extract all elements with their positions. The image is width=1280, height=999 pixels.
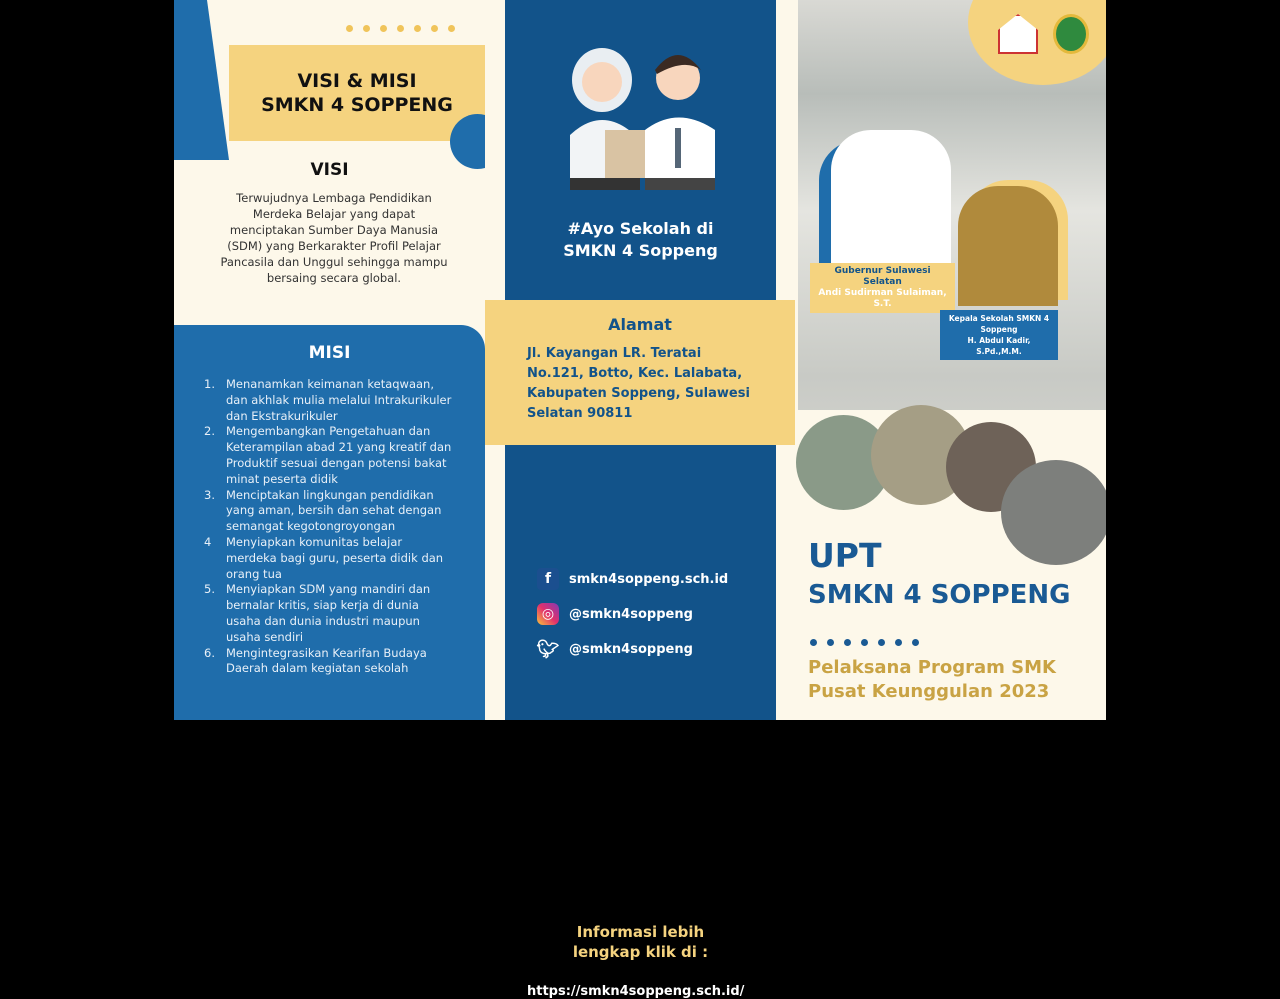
decor-dots	[810, 631, 929, 650]
website-link[interactable]: https://smkn4soppeng.sch.id/	[527, 984, 745, 999]
twitter-icon: 🐦︎	[536, 638, 560, 660]
province-logo	[1053, 14, 1089, 54]
activity-photo	[1001, 460, 1106, 565]
misi-heading: MISI	[308, 343, 351, 363]
info-section	[505, 445, 776, 999]
school-panel	[776, 0, 1106, 720]
principal-photo	[958, 186, 1058, 306]
misi-text: Menanamkan keimanan ketaqwaan, dan akhlak mulia melalui Intrakurikuler dan Ekstrakurikuler	[226, 377, 452, 423]
misi-text: Menyiapkan SDM yang mandiri dan bernalar kritis, siap kerja di dunia usaha dan dunia industri maupun usaha sendiri	[226, 582, 431, 644]
visi-misi-panel	[174, 0, 485, 720]
principal-caption: Kepala Sekolah SMKN 4 Soppeng H. Abdul Kadir, S.Pd.,M.M.	[940, 310, 1058, 360]
misi-text: Menciptakan lingkungan pendidikan yang aman, bersih dan sehat dengan semangat kegotongroyongan	[226, 487, 442, 534]
misi-number: 6.	[204, 645, 215, 660]
tagline-section	[505, 0, 776, 300]
facebook-link[interactable]	[537, 568, 728, 590]
misi-item	[204, 582, 454, 645]
misi-text: Menyiapkan komunitas belajar merdeka bagi guru, peserta didik dan orang tua	[226, 534, 444, 581]
decor-shape	[174, 0, 229, 160]
governor-photo	[831, 130, 951, 265]
students-illustration	[545, 40, 745, 190]
decor-dots	[346, 17, 465, 36]
misi-item	[204, 535, 454, 582]
page-title: VISI & MISI SMKN 4 SOPPENG	[229, 45, 485, 141]
misi-number: 3.	[204, 487, 215, 502]
address-box	[485, 300, 795, 445]
misi-number: 1.	[204, 377, 215, 391]
address-text: Jl. Kayangan LR. Teratai No.121, Botto, Kec. Lalabata, Kabupaten Soppeng, Sulawesi Selatan 90811	[527, 346, 750, 421]
address-heading: Alamat	[608, 315, 672, 334]
misi-section	[174, 325, 485, 720]
misi-item	[204, 488, 454, 535]
misi-text: Mengembangkan Pengetahuan dan Keterampilan abad 21 yang kreatif dan Produktif sesuai dengan potensi bakat minat peserta didik	[226, 424, 452, 486]
facebook-icon: f	[537, 568, 559, 590]
program-text: Pelaksana Program SMK Pusat Keunggulan 2023	[808, 657, 1056, 702]
school-logo	[998, 14, 1038, 54]
twitter-label: @smkn4soppeng	[569, 641, 693, 657]
twitter-link[interactable]	[537, 638, 693, 660]
upt-label: UPT	[808, 536, 882, 575]
facebook-label: smkn4soppeng.sch.id	[569, 571, 729, 587]
misi-number: 5.	[204, 582, 215, 597]
school-name: SMKN 4 SOPPENG	[808, 580, 1071, 610]
misi-list	[204, 377, 454, 677]
misi-item	[204, 646, 454, 678]
tagline: #Ayo Sekolah di SMKN 4 Soppeng	[563, 219, 718, 260]
misi-text: Mengintegrasikan Kearifan Budaya Daerah dalam kegiatan sekolah	[226, 645, 427, 676]
misi-number: 4	[204, 534, 212, 549]
visi-heading: VISI	[310, 160, 349, 180]
contact-panel	[485, 0, 776, 999]
instagram-link[interactable]	[537, 603, 693, 625]
visi-text: Terwujudnya Lembaga Pendidikan Merdeka Belajar yang dapat menciptakan Sumber Daya Manusia (SDM) yang Berkarakter Profil Pelajar Pancasila dan Unggul sehingga mampu bersaing secara global.	[220, 191, 448, 285]
info-heading: Informasi lebih lengkap klik di :	[572, 923, 709, 961]
misi-item	[204, 377, 454, 424]
instagram-label: @smkn4soppeng	[569, 606, 693, 622]
governor-caption: Gubernur Sulawesi Selatan Andi Sudirman Sulaiman, S.T.	[810, 263, 955, 313]
misi-number: 2.	[204, 424, 215, 439]
misi-item	[204, 424, 454, 487]
instagram-icon: ◎	[537, 603, 559, 625]
